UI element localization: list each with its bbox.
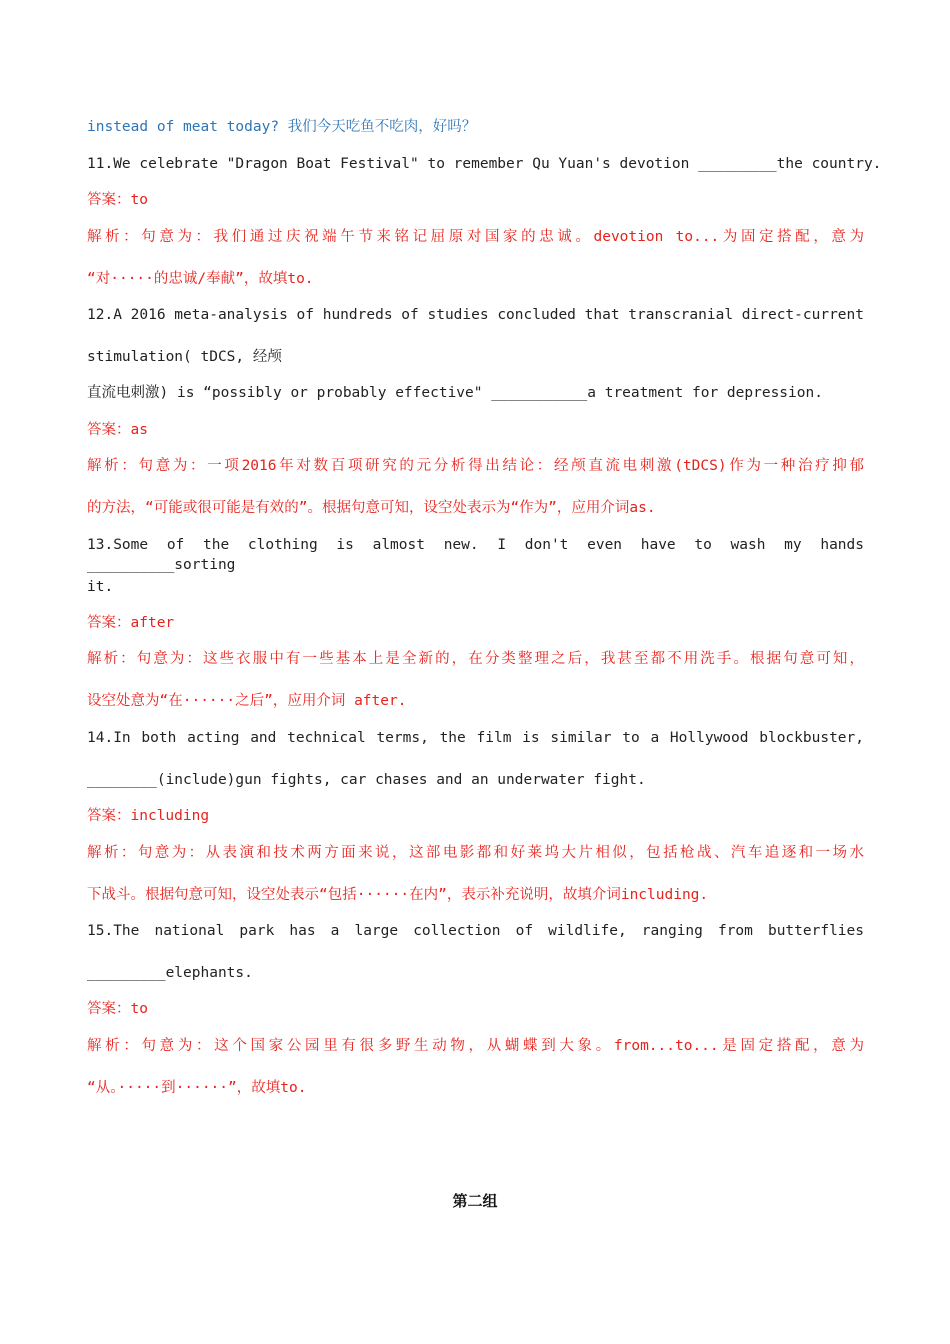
explanation-15-line-1: 解析：句意为：这个国家公园里有很多野生动物，从蝴蝶到大象。from...to...是固定搭配，意为	[87, 1038, 864, 1054]
explanation-12-line-1: 解析：句意为：一项2016年对数百项研究的元分析得出结论：经颅直流电刺激(tDCS)作为一种治疗抑郁	[87, 458, 864, 474]
question-15-line-1: 15.The national park has a large collection of wildlife, ranging from butterflies	[87, 923, 864, 939]
explanation-14-line-1: 解析：句意为：从表演和技术两方面来说，这部电影都和好莱坞大片相似，包括枪战、汽车追逐和一场水	[87, 845, 864, 861]
question-13-line-1: 13.Some of the clothing is almost new. I don't even have to wash my hands __________sorting	[87, 537, 864, 573]
intro-translation-line: instead of meat today? 我们今天吃鱼不吃肉，好吗？	[87, 119, 477, 135]
question-14-line-2: ________(include)gun fights, car chases and an underwater fight.	[87, 772, 646, 788]
explanation-11-line-2: “对·····的忠诚/奉献”，故填to.	[87, 271, 314, 287]
answer-15: 答案：to	[87, 1001, 148, 1017]
question-11: 11.We celebrate "Dragon Boat Festival" to remember Qu Yuan's devotion _________the country.	[87, 156, 882, 172]
answer-14: 答案：including	[87, 808, 210, 824]
explanation-13-line-2: 设空处意为“在······之后”，应用介词 after.	[87, 693, 407, 709]
question-12-line-2: stimulation( tDCS, 经颅	[87, 349, 282, 365]
explanation-12-line-2: 的方法，“可能或很可能是有效的”。根据句意可知，设空处表示为“作为”，应用介词as.	[87, 500, 656, 516]
answer-11: 答案：to	[87, 192, 148, 208]
answer-13: 答案：after	[87, 615, 175, 631]
explanation-15-line-2: “从。·····到······”，故填to.	[87, 1080, 307, 1096]
question-12-line-3: 直流电刺激) is “possibly or probably effective" ___________a treatment for depression.	[87, 385, 823, 401]
question-13-line-2: it.	[87, 579, 114, 595]
explanation-14-line-2: 下战斗。根据句意可知，设空处表示“包括······在内”，表示补充说明，故填介词including.	[87, 887, 709, 903]
answer-12: 答案：as	[87, 422, 148, 438]
question-14-line-1: 14.In both acting and technical terms, the film is similar to a Hollywood blockbuster,	[87, 730, 864, 746]
explanation-13-line-1: 解析：句意为：这些衣服中有一些基本上是全新的，在分类整理之后，我甚至都不用洗手。根据句意可知，	[87, 651, 864, 667]
question-15-line-2: _________elephants.	[87, 965, 253, 981]
section-heading: 第二组	[452, 1192, 498, 1210]
question-12-line-1: 12.A 2016 meta-analysis of hundreds of studies concluded that transcranial direct-current	[87, 307, 864, 323]
explanation-11-line-1: 解析：句意为：我们通过庆祝端午节来铭记屈原对国家的忠诚。devotion to...为固定搭配，意为	[87, 229, 864, 245]
